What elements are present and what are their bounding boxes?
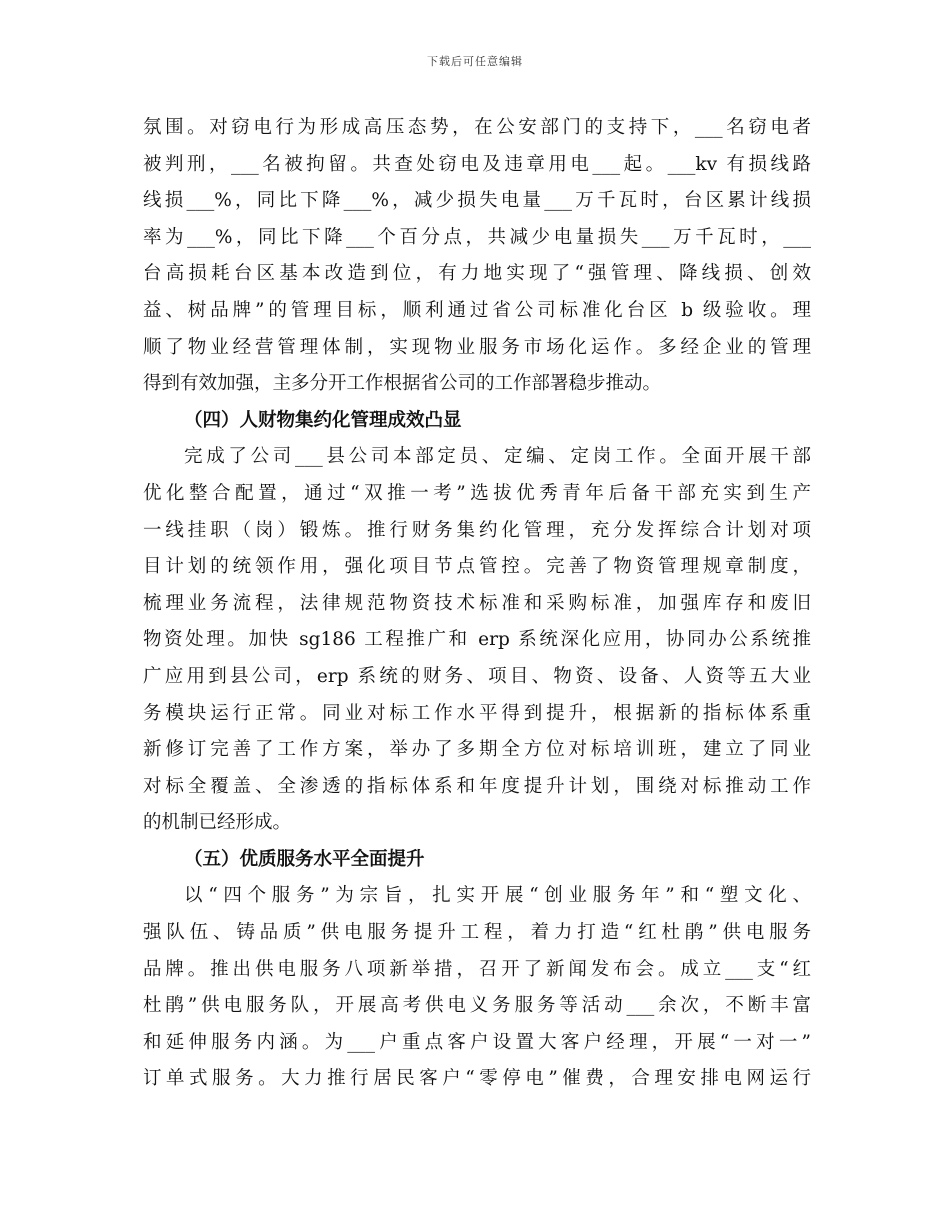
text-line: 务模块运行正常。同业对标工作水平得到提升，根据新的指标体系重 [143,702,811,724]
text-line: 益、树品牌”的管理目标，顺利通过省公司标准化台区 b 级验收。理 [143,299,811,321]
text-line: 的机制已经形成。 [143,812,292,834]
text-line: 订单式服务。大力推行居民客户“零停电”催费，合理安排电网运行 [143,1068,811,1090]
text-line: 完成了公司___县公司本部定员、定编、定岗工作。全面开展干部 [184,446,811,468]
text-line: 顺了物业经营管理体制，实现物业服务市场化运作。多经企业的管理 [143,336,811,358]
text-line: 被判刑，___名被拘留。共查处窃电及违章用电___起。___kv 有损线路 [143,153,811,175]
page-header: 下载后可任意编辑 [427,55,523,68]
text-line: 线损___%，同比下降___%，减少损失电量___万千瓦时，台区累计线损 [143,190,811,212]
text-line: 品牌。推出供电服务八项新举措，召开了新闻发布会。成立___支“红 [143,958,811,980]
text-line: 率为___%，同比下降___个百分点，共减少电量损失___万千瓦时，___ [143,226,811,248]
text-line: 和延伸服务内涵。为___户重点客户设置大客户经理，开展“一对一” [143,1031,811,1053]
text-line: 广应用到县公司，erp 系统的财务、项目、物资、设备、人资等五大业 [143,665,811,687]
text-line: 目计划的统领作用，强化项目节点管控。完善了物资管理规章制度， [143,556,811,578]
text-line: 对标全覆盖、全渗透的指标体系和年度提升计划，围绕对标推动工作 [143,775,811,797]
text-line: 台高损耗台区基本改造到位，有力地实现了“强管理、降线损、创效 [143,263,811,285]
text-line: 物资处理。加快 sg186 工程推广和 erp 系统深化应用，协同办公系统推 [143,629,811,651]
text-line: 优化整合配置，通过“双推一考”选拔优秀青年后备干部充实到生产 [143,482,811,504]
text-line: 以“四个服务”为宗旨，扎实开展“创业服务年”和“塑文化、 [184,885,811,907]
text-line: 杜鹃”供电服务队，开展高考供电义务服务等活动___余次，不断丰富 [143,995,811,1017]
document-body [143,110,811,1098]
text-line: 得到有效加强，主多分开工作根据省公司的工作部署稳步推动。 [143,373,662,395]
text-line: 梳理业务流程，法律规范物资技术标准和采购标准，加强库存和废旧 [143,592,811,614]
text-line: 新修订完善了工作方案，举办了多期全方位对标培训班，建立了同业 [143,739,811,761]
section-heading: （四）人财物集约化管理成效凸显 [184,409,462,431]
text-line: 一线挂职（岗）锻炼。推行财务集约化管理，充分发挥综合计划对项 [143,519,811,541]
section-heading: （五）优质服务水平全面提升 [184,848,425,870]
text-line: 强队伍、铸品质”供电服务提升工程，着力打造“红杜鹃”供电服务 [143,922,811,944]
text-line: 氛围。对窃电行为形成高压态势，在公安部门的支持下，___名窃电者 [143,117,811,138]
